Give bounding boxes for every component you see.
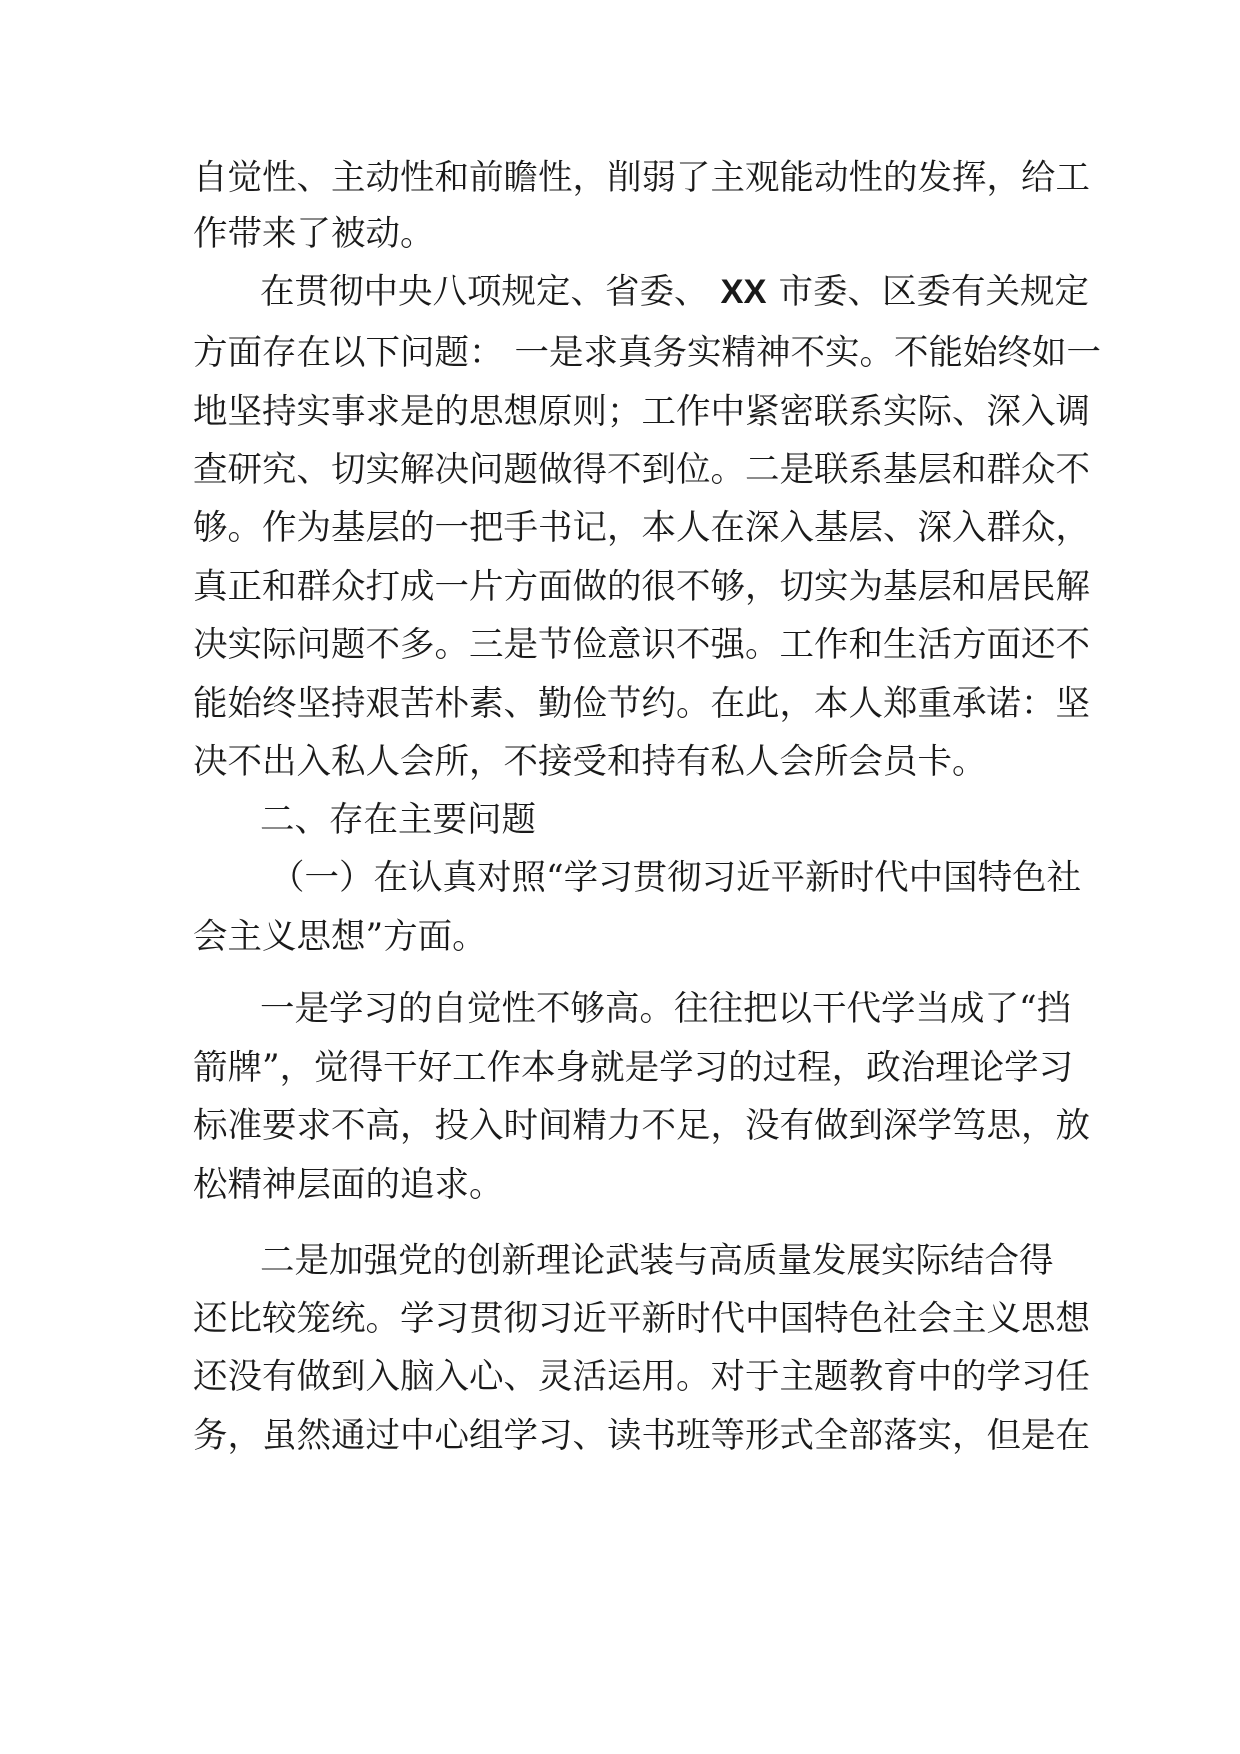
paragraph-line: 还比较笼统。学习贯彻习近平新时代中国特色社会主义思想 — [193, 1299, 1090, 1339]
paragraph-line: 一是学习的自觉性不够高。往往把以干代学当成了“挡 — [260, 989, 1072, 1029]
paragraph-line: 决实际问题不多。三是节俭意识不强。工作和生活方面还不 — [193, 625, 1090, 665]
paragraph-line: 还没有做到入脑入心、灵活运用。对于主题教育中的学习任 — [193, 1357, 1090, 1397]
paragraph-line: 标准要求不高，投入时间精力不足，没有做到深学笃思，放 — [193, 1106, 1090, 1146]
paragraph-line: 二是加强党的创新理论武装与高质量发展实际结合得 — [260, 1241, 1054, 1281]
paragraph-line: 自觉性、主动性和前瞻性，削弱了主观能动性的发挥，给工 — [193, 158, 1090, 198]
paragraph-line: 务，虽然通过中心组学习、读书班等形式全部落实，但是在 — [193, 1416, 1090, 1456]
paragraph-line: 地坚持实事求是的思想原则；工作中紧密联系实际、深入调 — [193, 392, 1090, 432]
paragraph-line — [260, 264, 1090, 320]
paragraph-line: 够。作为基层的一把手书记，本人在深入基层、深入群众， — [193, 508, 1090, 548]
text-span: 市委、区委有关规定 — [778, 272, 1090, 312]
subsection-heading-cont: 会主义思想”方面。 — [193, 917, 487, 957]
paragraph-line: 松精神层面的追求。 — [193, 1165, 504, 1205]
paragraph-line: 能始终坚持艰苦朴素、勤俭节约。在此，本人郑重承诺：坚 — [193, 684, 1090, 724]
section-heading: 二、存在主要问题 — [260, 800, 536, 840]
paragraph-line: 决不出入私人会所，不接受和持有私人会所会员卡。 — [193, 742, 987, 782]
paragraph-line: 箭牌”，觉得干好工作本身就是学习的过程，政治理论学习 — [193, 1048, 1074, 1088]
paragraph-line: 作带来了被动。 — [193, 214, 435, 254]
subsection-heading: （一）在认真对照“学习贯彻习近平新时代中国特色社 — [270, 858, 1082, 898]
paragraph-line: 方面存在以下问题： 一是求真务实精神不实。不能始终如一 — [193, 333, 1101, 373]
redacted-placeholder: XX — [720, 273, 767, 311]
text-span: 在贯彻中央八项规定、省委、 — [260, 272, 709, 312]
paragraph-line: 真正和群众打成一片方面做的很不够，切实为基层和居民解 — [193, 567, 1090, 607]
paragraph-line: 查研究、切实解决问题做得不到位。二是联系基层和群众不 — [193, 450, 1090, 490]
